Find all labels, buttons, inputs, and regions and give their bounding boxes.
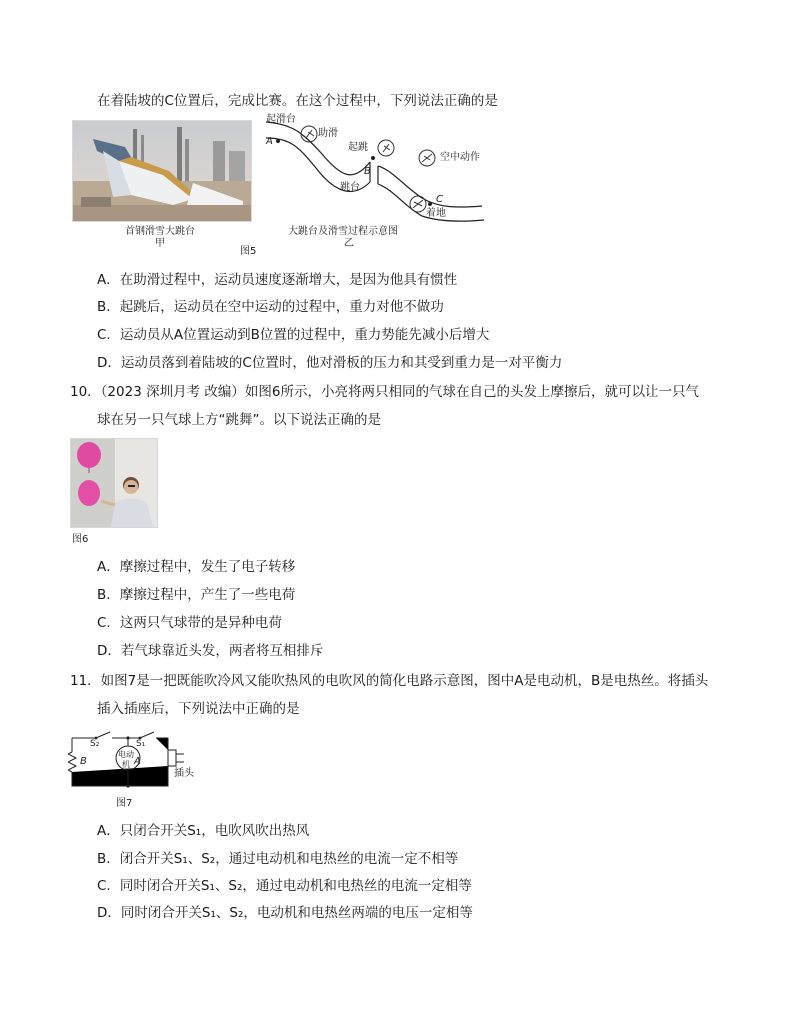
q11-stem-line1: 11．如图7是一把既能吹冷风又能吹热风的电吹风的简化电路示意图，图中A是电动机，B是电热丝。将插头 bbox=[70, 673, 709, 689]
switch-s2-label: S₂ bbox=[90, 739, 100, 749]
diagram-caption-sub: 乙 bbox=[344, 238, 354, 249]
motor-label-bottom: 机 bbox=[122, 760, 130, 769]
q10-option-c: C．这两只气球带的是异种电荷 bbox=[97, 615, 282, 631]
q9-option-b: B．起跳后，运动员在空中运动的过程中，重力对他不做功 bbox=[97, 299, 444, 315]
q10-option-a: A．摩擦过程中，发生了电子转移 bbox=[97, 559, 296, 575]
figure-label-6: 图6 bbox=[72, 534, 89, 545]
label-run: 助滑 bbox=[318, 128, 338, 139]
label-landing: 着地 bbox=[426, 208, 446, 219]
label-point-c: C bbox=[436, 194, 443, 205]
figure-label-5: 图5 bbox=[240, 246, 257, 257]
q9-intro: 在着陆坡的C位置后，完成比赛。在这个过程中，下列说法正确的是 bbox=[97, 93, 498, 109]
label-start-platform: 起滑台 bbox=[266, 114, 296, 125]
q11-stem-line2: 插入插座后，下列说法中正确的是 bbox=[97, 701, 300, 717]
q10-stem-line2: 球在另一只气球上方“跳舞”。以下说法正确的是 bbox=[97, 412, 381, 428]
photo-caption: 首钢滑雪大跳台 bbox=[125, 226, 195, 237]
motor-label-top: 电动 bbox=[118, 750, 134, 759]
q11-option-b: B．闭合开关S₁、S₂，通过电动机和电热丝的电流一定不相等 bbox=[97, 851, 459, 867]
q11-option-c: C．同时闭合开关S₁、S₂，通过电动机和电热丝的电流一定相等 bbox=[97, 878, 472, 894]
q11-option-a: A．只闭合开关S₁，电吹风吹出热风 bbox=[97, 823, 310, 839]
heater-b-label: B bbox=[80, 756, 87, 767]
ski-jump-diagram bbox=[262, 112, 512, 224]
balloon-photo bbox=[70, 438, 158, 528]
switch-s1-label: S₁ bbox=[136, 739, 146, 749]
label-jump-platform: 跳台 bbox=[340, 182, 360, 193]
label-point-a: A bbox=[266, 136, 273, 147]
big-air-photo bbox=[72, 120, 252, 222]
label-takeoff: 起跳 bbox=[348, 142, 368, 153]
plug-label: 插头 bbox=[174, 768, 194, 779]
q9-option-a: A．在助滑过程中，运动员速度逐渐增大，是因为他具有惯性 bbox=[97, 272, 458, 288]
q10-stem-line1: 10．（2023 深圳月考 改编）如图6所示，小亮将两只相同的气球在自己的头发上摩擦后，就可以让一只气 bbox=[70, 384, 699, 400]
q10-option-b: B．摩擦过程中，产生了一些电荷 bbox=[97, 587, 296, 603]
q11-option-d: D．同时闭合开关S₁、S₂，电动机和电热丝两端的电压一定相等 bbox=[97, 905, 473, 921]
figure-label-7: 图7 bbox=[116, 798, 133, 809]
motor-a-label: A bbox=[134, 756, 141, 767]
q9-option-c: C．运动员从A位置运动到B位置的过程中，重力势能先减小后增大 bbox=[97, 327, 490, 343]
q9-option-d: D．运动员落到着陆坡的C位置时，他对滑板的压力和其受到重力是一对平衡力 bbox=[97, 355, 563, 371]
photo-caption-sub: 甲 bbox=[155, 238, 165, 249]
q10-option-d: D．若气球靠近头发，两者将互相排斥 bbox=[97, 643, 324, 659]
diagram-caption: 大跳台及滑雪过程示意图 bbox=[288, 226, 398, 237]
label-aerial: 空中动作 bbox=[440, 152, 480, 163]
label-point-b: B bbox=[364, 166, 371, 177]
